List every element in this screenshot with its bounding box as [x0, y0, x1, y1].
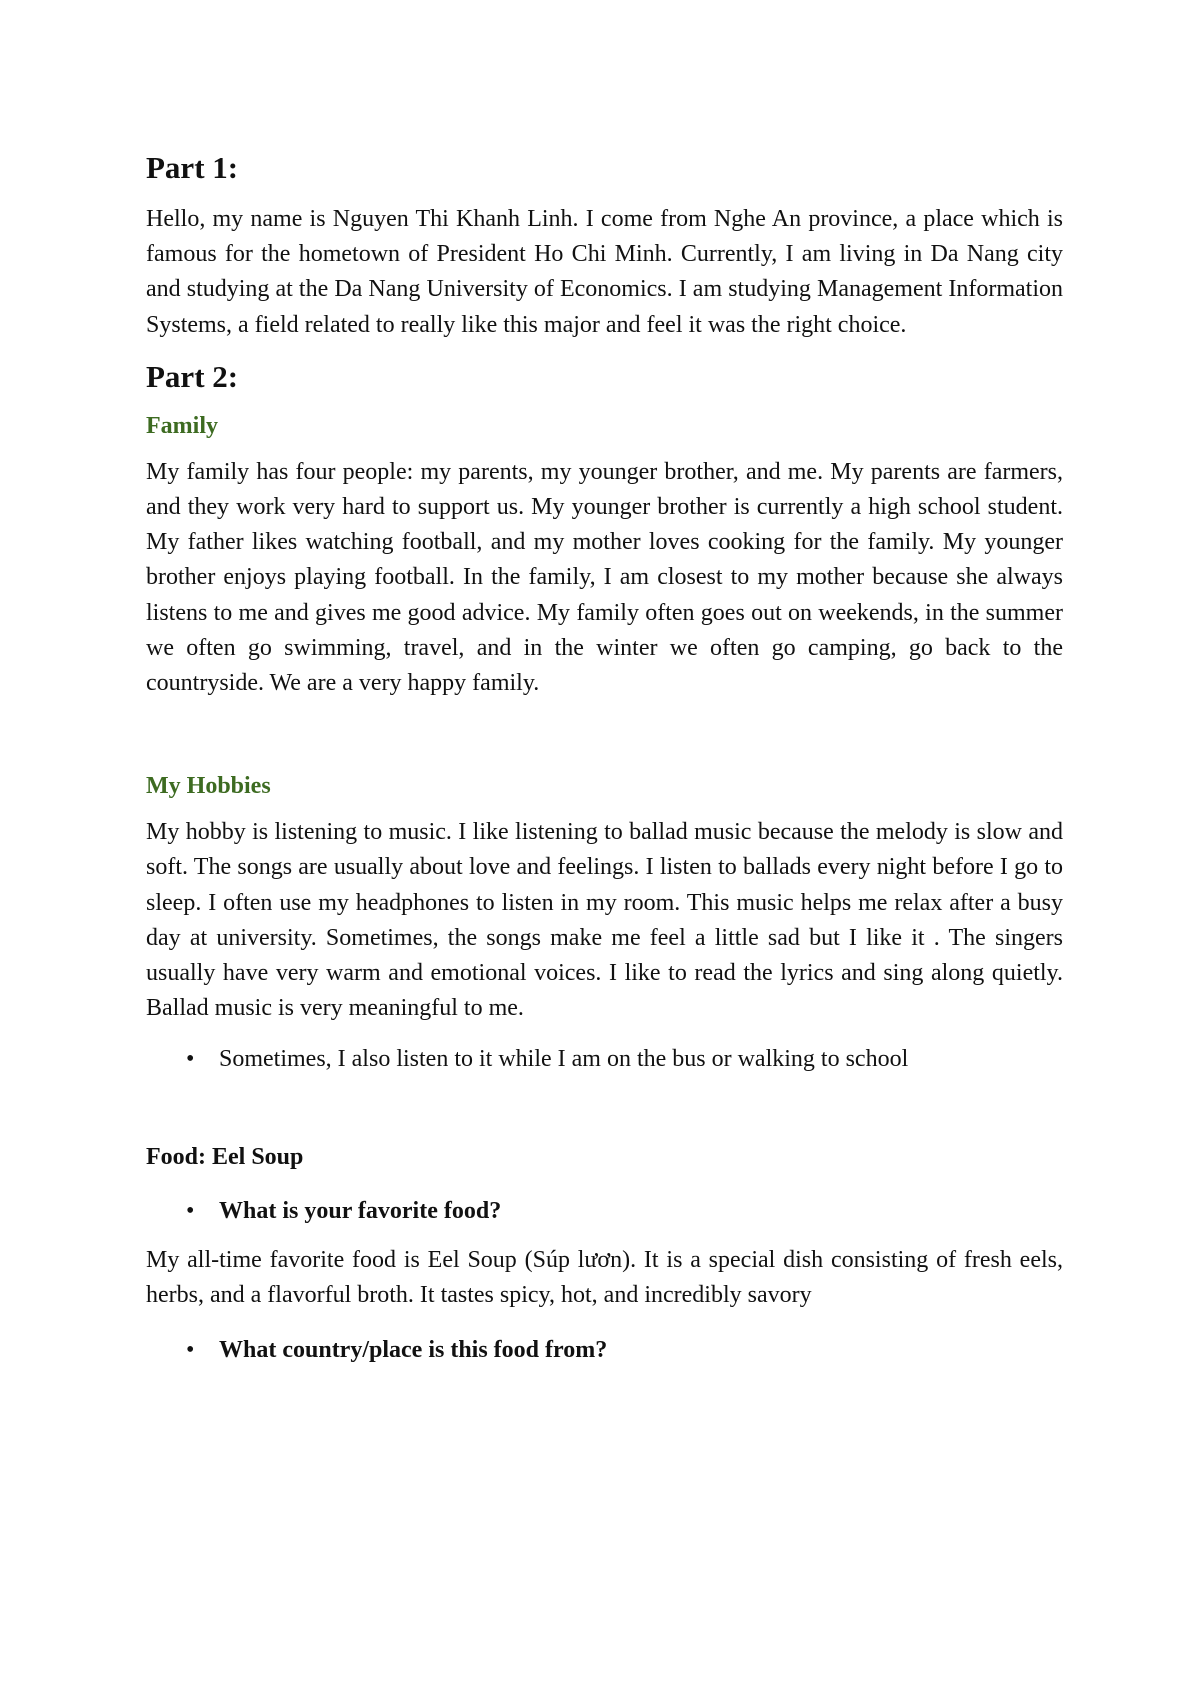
part1-intro-paragraph: Hello, my name is Nguyen Thi Khanh Linh. I come from Nghe An province, a place which is famous for the hometown of President Ho Chi Minh. Currently, I am living in Da Nang city and studying at the Da Nang University of Economics. I am studying Management Information Systems, a field related to really like this major and feel it was the right choice. [146, 206, 1063, 338]
part1-heading: Part 1: [146, 150, 239, 185]
list-item [146, 1194, 1063, 1229]
bullet-icon: • [186, 1337, 195, 1364]
bullet-icon: • [186, 1046, 195, 1073]
spacer [146, 701, 1063, 763]
food-question-list [146, 1194, 1063, 1229]
food-question-favorite: What is your favorite food? [219, 1197, 502, 1224]
hobbies-bullet-list [146, 1042, 1063, 1077]
bullet-icon: • [186, 1197, 195, 1224]
family-heading: Family [146, 412, 218, 439]
hobbies-bullet-text: Sometimes, I also listen to it while I am on the bus or walking to school [219, 1046, 909, 1073]
food-question-origin: What country/place is this food from? [219, 1337, 608, 1364]
spacer [146, 1078, 1063, 1134]
list-item [146, 1333, 1063, 1368]
hobbies-heading: My Hobbies [146, 773, 271, 800]
hobbies-paragraph: My hobby is listening to music. I like listening to ballad music because the melody is slow and soft. The songs are usually about love and feelings. I listen to ballads every night before I go to sleep. I often use my headphones to listen in my room. This music helps me relax after a busy day at university. Sometimes, the songs make me feel a little sad but I like it . The singers usually have very warm and emotional voices. I like to read the lyrics and sing along quietly. Ballad music is very meaningful to me. [146, 819, 1063, 1022]
list-item [146, 1042, 1063, 1077]
food-heading: Food: Eel Soup [146, 1143, 304, 1170]
family-paragraph: My family has four people: my parents, my younger brother, and me. My parents are farmers, and they work very hard to support us. My younger brother is currently a high school student. My father likes watching football, and my mother loves cooking for the family. My younger brother enjoys playing football. In the family, I am closest to my mother because she always listens to me and gives me good advice. My family often goes out on weekends, in the summer we often go swimming, travel, and in the winter we often go camping, go back to the countryside. We are a very happy family. [146, 458, 1063, 697]
document-content [146, 142, 1063, 1368]
food-question-list [146, 1333, 1063, 1368]
part2-heading: Part 2: [146, 358, 239, 394]
food-answer-paragraph: My all-time favorite food is Eel Soup (Súp lươn). It is a special dish consisting of fresh eels, herbs, and a flavorful broth. It tastes spicy, hot, and incredibly savory [146, 1246, 1063, 1309]
